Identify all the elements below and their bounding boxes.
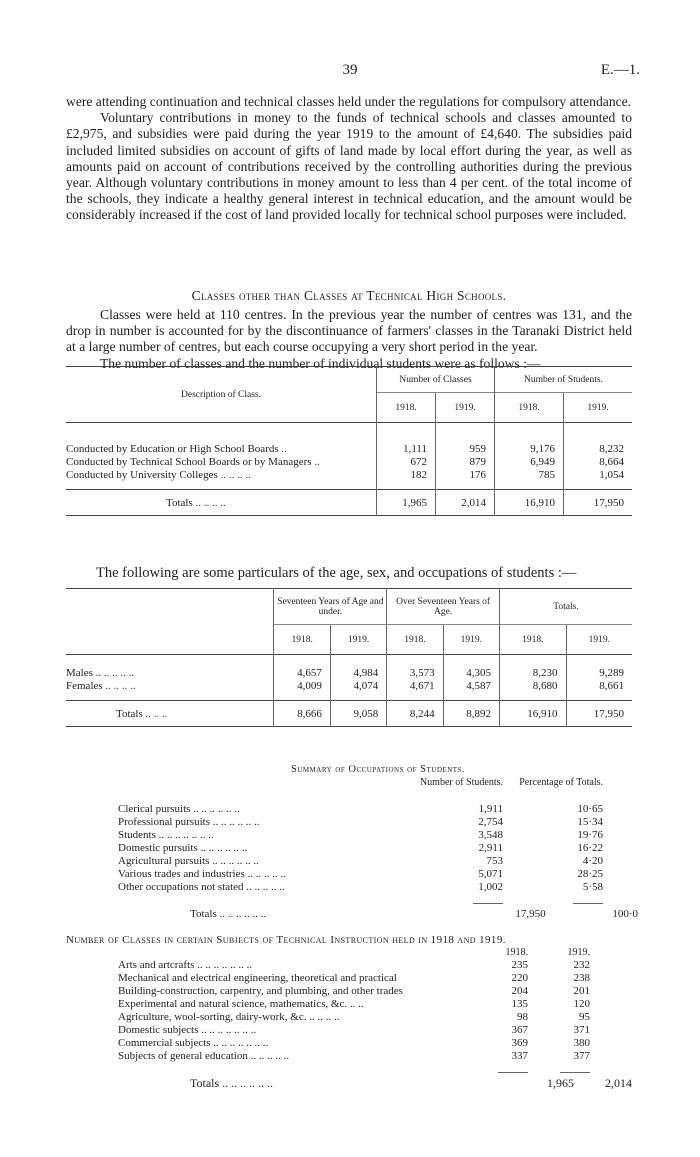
subjects-year-header — [66, 946, 632, 959]
col-description-header: Description of Class. — [181, 389, 261, 400]
subject-row: Commercial subjects .. .. .. .. .. .. .. 369 380 — [118, 1037, 590, 1049]
cell: 2,014 — [436, 490, 495, 516]
cell: 4,657 — [274, 667, 330, 680]
col-over-17-header: Over Seventeen Years of Age. — [387, 589, 500, 625]
cell: 4,074 — [330, 680, 386, 693]
cell: 8,664 — [564, 456, 633, 469]
body-text-top — [66, 94, 632, 224]
row-label: Conducted by Technical School Boards or by Managers — [66, 456, 312, 468]
cell: 4,671 — [387, 680, 443, 693]
subject-row: Experimental and natural science, mathematics, &c. .. .. 135 120 — [118, 998, 590, 1010]
cell: 4,305 — [443, 667, 499, 680]
row-label: Males .. — [66, 667, 102, 679]
cell: 8,230 — [500, 667, 566, 680]
summary-totals-row: Totals .. .. .. .. .. .. 17,950 100·0 — [190, 908, 638, 920]
cell: 1,965 — [377, 490, 436, 516]
cell: 17,950 — [564, 490, 633, 516]
paragraph-1: were attending continuation and technical classes held under the regulations for compulsory attendance. — [66, 94, 632, 109]
totals-row — [66, 701, 632, 727]
cell: 16,910 — [500, 701, 566, 727]
cell: 176 — [436, 469, 495, 482]
table-row — [66, 456, 632, 469]
year-header: 1919. — [330, 625, 386, 655]
cell: 6,949 — [495, 456, 564, 469]
row-label: Females — [66, 680, 103, 692]
year-header: 1918. — [377, 393, 436, 423]
subject-row: Building-construction, carpentry, and plumbing, and other trades 204 201 — [118, 985, 590, 997]
paragraph-2: Voluntary contributions in money to the funds of technical schools and classes amounted to £2,975, and subsidies were paid during the year 1919 to the amount of £4,640. The subsidies paid included limited subsidies on account of gifts of land made by local effort during the year, as well as amounts paid on account of contributions received by the controlling authorities during the previous year. Although voluntary contributions in money amount to less than 4 per cent. of the total income of the schools, they indicate a healthy general interest in technical education, and the amount would be considerably increased if the cost of land provided locally for technical school purposes were included. — [66, 110, 632, 223]
cell: 9,058 — [330, 701, 386, 727]
cell: 1,111 — [377, 443, 436, 456]
subjects-title: Number of Classes in certain Subjects of Technical Instruction held in 1918 and 1919. — [66, 934, 506, 946]
age-sex-table — [66, 588, 632, 727]
cell: 8,661 — [566, 680, 632, 693]
year-header: 1919. — [443, 625, 499, 655]
cell: 4,009 — [274, 680, 330, 693]
year-header: 1918. — [274, 625, 330, 655]
summary-row: Students .. .. .. .. .. .. .. 3,548 19·76 — [118, 829, 603, 841]
col-under-17-header: Seventeen Years of Age and under. — [274, 589, 387, 625]
cell: 8,892 — [443, 701, 499, 727]
col-totals-header: Totals. — [500, 589, 632, 625]
subjects-totals-row: Totals .. .. .. .. .. .. 1,965 2,014 — [190, 1076, 633, 1090]
table-row — [66, 667, 632, 680]
row-dots: .. .. .. .. — [103, 667, 135, 679]
occupations-summary — [118, 764, 638, 921]
cell: 959 — [436, 443, 495, 456]
row-dots: .. .. .. .. — [220, 469, 251, 481]
cell: 672 — [377, 456, 436, 469]
paragraph-3: Classes were held at 110 centres. In the previous year the number of centres was 131, and the drop in number is accounted for by the discontinuance of farmers' classes in the Taranaki District held at a large number of centres, but each course occupying a very short period in the year. — [66, 307, 632, 355]
document-reference: E.—1. — [600, 62, 640, 78]
year-header: 1918. — [495, 393, 564, 423]
totals-row — [66, 490, 632, 516]
cell: 9,176 — [495, 443, 564, 456]
page-number: 39 — [342, 62, 358, 78]
summary-row: Various trades and industries .. .. .. .. .. 5,071 28·25 — [118, 868, 603, 880]
cell: 785 — [495, 469, 564, 482]
summary-row: Clerical pursuits .. .. .. .. .. .. 1,911 10·65 — [118, 803, 603, 815]
subject-row: Subjects of general education .. .. .. .. .. 337 377 — [118, 1050, 590, 1062]
subjects-table — [66, 934, 632, 1090]
year-header: 1918. — [500, 625, 566, 655]
classes-students-table — [66, 366, 632, 516]
year-header: 1919. — [436, 393, 495, 423]
cell: 17,950 — [566, 701, 632, 727]
summary-title: Summary of Occupations of Students. — [290, 764, 466, 775]
row-dots: .. .. .. .. — [105, 680, 136, 692]
cell: 9,289 — [566, 667, 632, 680]
row-label: Conducted by Education or High School Boards — [66, 443, 279, 455]
subject-row: Agriculture, wool-sorting, dairy-work, &c. .. .. .. .. 98 95 — [118, 1011, 590, 1023]
row-dots: .. — [281, 443, 287, 455]
summary-col-number: Number of Students. — [419, 777, 503, 788]
year-header: 1919. — [566, 625, 632, 655]
section-heading: Classes other than Classes at Technical High Schools. — [191, 288, 507, 303]
row-dots: .. — [314, 456, 320, 468]
summary-row: Domestic pursuits .. .. .. .. .. .. 2,911 16·22 — [118, 842, 603, 854]
row-dots: .. .. .. .. — [195, 496, 226, 509]
cell: 879 — [436, 456, 495, 469]
totals-label: Totals — [166, 496, 193, 509]
year-header: 1919. — [567, 947, 590, 958]
summary-row: Agricultural pursuits .. .. .. .. .. .. 753 4·20 — [118, 855, 603, 867]
table-row — [66, 680, 632, 693]
col-students-header: Number of Students. — [495, 367, 633, 393]
year-header: 1918. — [387, 625, 443, 655]
paragraph-4: The number of classes and the number of individual students were as follows :— — [100, 355, 541, 371]
year-header: 1918. — [505, 947, 528, 958]
cell: 3,573 — [387, 667, 443, 680]
cell: 4,587 — [443, 680, 499, 693]
subject-row: Mechanical and electrical engineering, theoretical and practical 220 238 — [118, 972, 590, 984]
table-row — [66, 469, 632, 482]
cell: 4,984 — [330, 667, 386, 680]
cell: 182 — [377, 469, 436, 482]
table-row — [66, 443, 632, 456]
summary-row: Professional pursuits .. .. .. .. .. .. 2,754 15·34 — [118, 816, 603, 828]
paragraph-5: The following are some particulars of the age, sex, and occupations of students :— — [96, 565, 577, 581]
cell: 8,680 — [500, 680, 566, 693]
subject-row: Domestic subjects .. .. .. .. .. .. .. 367 371 — [118, 1024, 590, 1036]
cell: 1,054 — [564, 469, 633, 482]
totals-label: Totals .. — [116, 707, 151, 720]
body-text-middle — [66, 307, 632, 372]
cell: 8,666 — [274, 701, 330, 727]
cell: 16,910 — [495, 490, 564, 516]
summary-col-percentage: Percentage of Totals. — [519, 777, 603, 788]
row-label: Conducted by University Colleges — [66, 469, 218, 481]
col-classes-header: Number of Classes — [377, 367, 495, 393]
cell: 8,244 — [387, 701, 443, 727]
cell: 8,232 — [564, 443, 633, 456]
row-dots: .. .. — [153, 707, 168, 720]
summary-row: Other occupations not stated .. .. .. .. .. 1,002 5·58 — [118, 881, 603, 893]
subject-row: Arts and artcrafts .. .. .. .. .. .. .. 235 232 — [118, 959, 590, 971]
year-header: 1919. — [564, 393, 633, 423]
